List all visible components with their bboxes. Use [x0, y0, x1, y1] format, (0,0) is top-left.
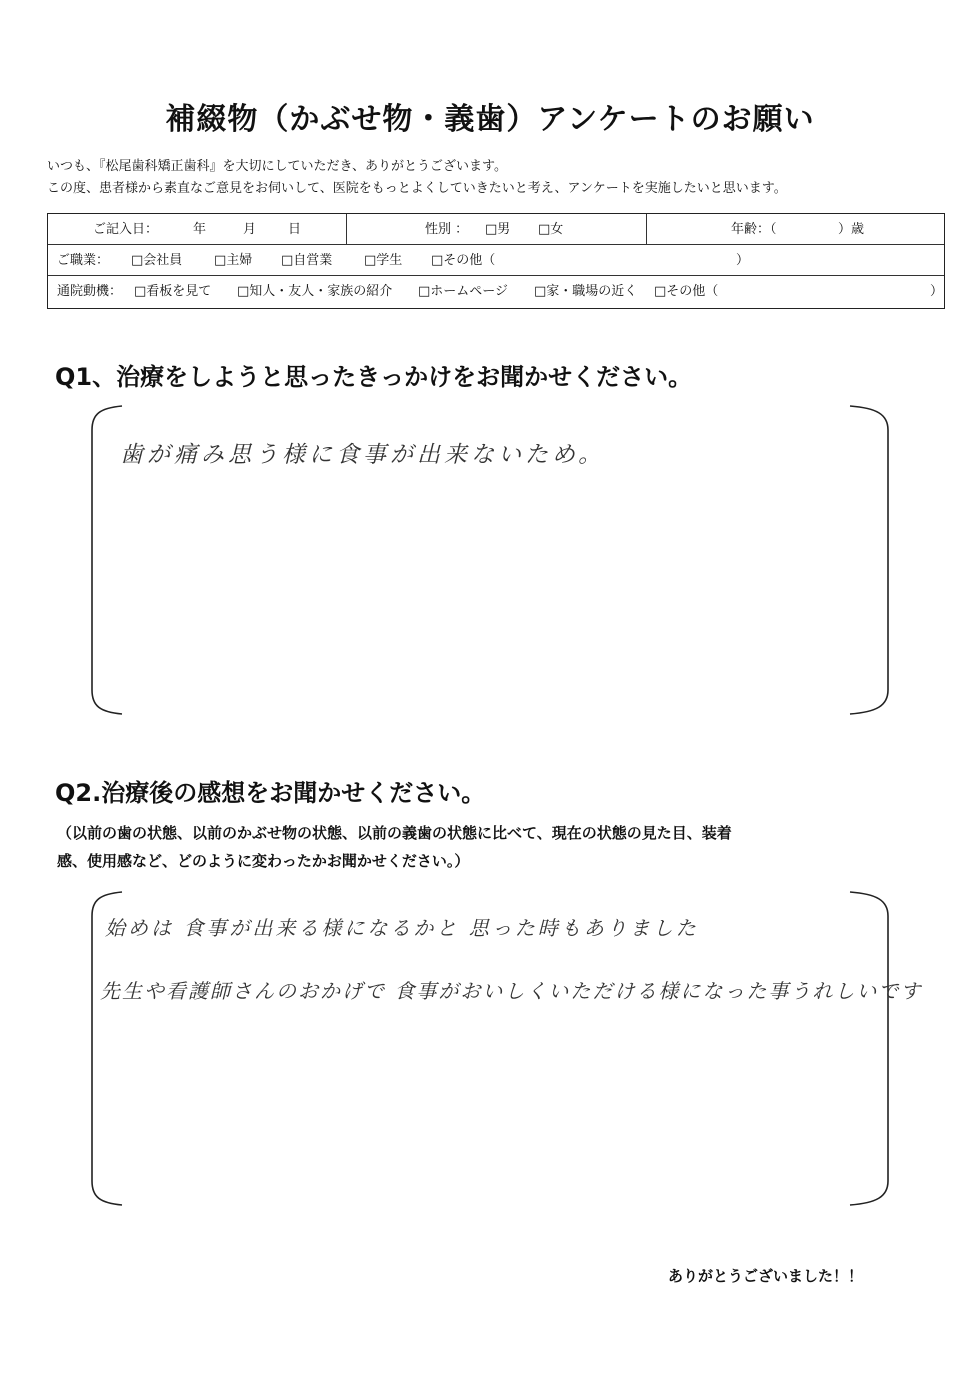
age-label: 年齢：（ — [731, 222, 777, 237]
visit-reason-signboard-checkbox[interactable]: □看板を見て — [134, 284, 212, 299]
divider — [346, 214, 347, 245]
q1-handwritten-answer: 歯が痛み思う様に食事が出来ないため。 — [120, 442, 606, 468]
info-row-date-gender-age — [48, 214, 944, 245]
year-label: 年 — [193, 222, 207, 237]
date-label: ご記入日： — [93, 222, 159, 237]
gender-female-checkbox[interactable]: □女 — [538, 222, 564, 237]
gender-male-checkbox[interactable]: □男 — [485, 222, 511, 237]
q2-handwritten-answer-line-2: 先生や看護師さんのおかげで 食事がおいしくいただける様になった事うれしいです — [100, 979, 923, 1003]
intro-line-1: いつも、『松尾歯科矯正歯科』を大切にしていただき、ありがとうございます。 — [47, 159, 507, 174]
intro-line-2: この度、患者様から素直なご意見をお伺いして、医院をもっとよくしていきたいと考え、アンケートを実施したいと思います。 — [47, 181, 787, 196]
occupation-other-close: ） — [736, 253, 750, 268]
occupation-label: ご職業： — [57, 253, 110, 268]
q2-subtext-line-1: （以前の歯の状態、以前のかぶせ物の状態、以前の義歯の状態に比べて、現在の状態の見た目、装着 — [57, 824, 732, 842]
occupation-self-employed-checkbox[interactable]: □自営業 — [281, 253, 333, 268]
q2-subtext-line-2: 感、使用感など、どのように変わったかお聞かせください。） — [57, 852, 470, 870]
occupation-other-checkbox[interactable]: □その他（ — [431, 253, 496, 268]
visit-reason-other-checkbox[interactable]: □その他（ — [654, 284, 719, 299]
visit-reason-other-close: ） — [930, 284, 944, 299]
visit-reason-homepage-checkbox[interactable]: □ホームページ — [418, 284, 509, 299]
visit-reason-nearby-checkbox[interactable]: □家・職場の近く — [534, 284, 638, 299]
age-suffix: ）歳 — [838, 222, 865, 237]
q1-heading: Q1、治療をしようと思ったきっかけをお聞かせください。 — [55, 363, 693, 391]
visit-reason-label: 通院動機： — [57, 284, 123, 299]
q2-heading: Q2.治療後の感想をお聞かせください。 — [55, 779, 486, 807]
info-row-visit-reason — [48, 276, 944, 307]
occupation-office-worker-checkbox[interactable]: □会社員 — [131, 253, 183, 268]
occupation-student-checkbox[interactable]: □学生 — [364, 253, 403, 268]
visit-reason-referral-checkbox[interactable]: □知人・友人・家族の紹介 — [237, 284, 393, 299]
gender-label: 性別 ： — [425, 222, 469, 237]
info-row-occupation — [48, 245, 944, 276]
day-label: 日 — [288, 222, 302, 237]
patient-info-table — [47, 213, 945, 309]
month-label: 月 — [243, 222, 257, 237]
divider — [646, 214, 647, 245]
occupation-housewife-checkbox[interactable]: □主婦 — [214, 253, 253, 268]
survey-title: 補綴物（かぶせ物・義歯）アンケートのお願い — [165, 102, 815, 137]
closing-thanks: ありがとうございました！！ — [668, 1267, 864, 1285]
q2-handwritten-answer-line-1: 始めは 食事が出来る様になるかと 思った時もありました — [105, 916, 699, 940]
